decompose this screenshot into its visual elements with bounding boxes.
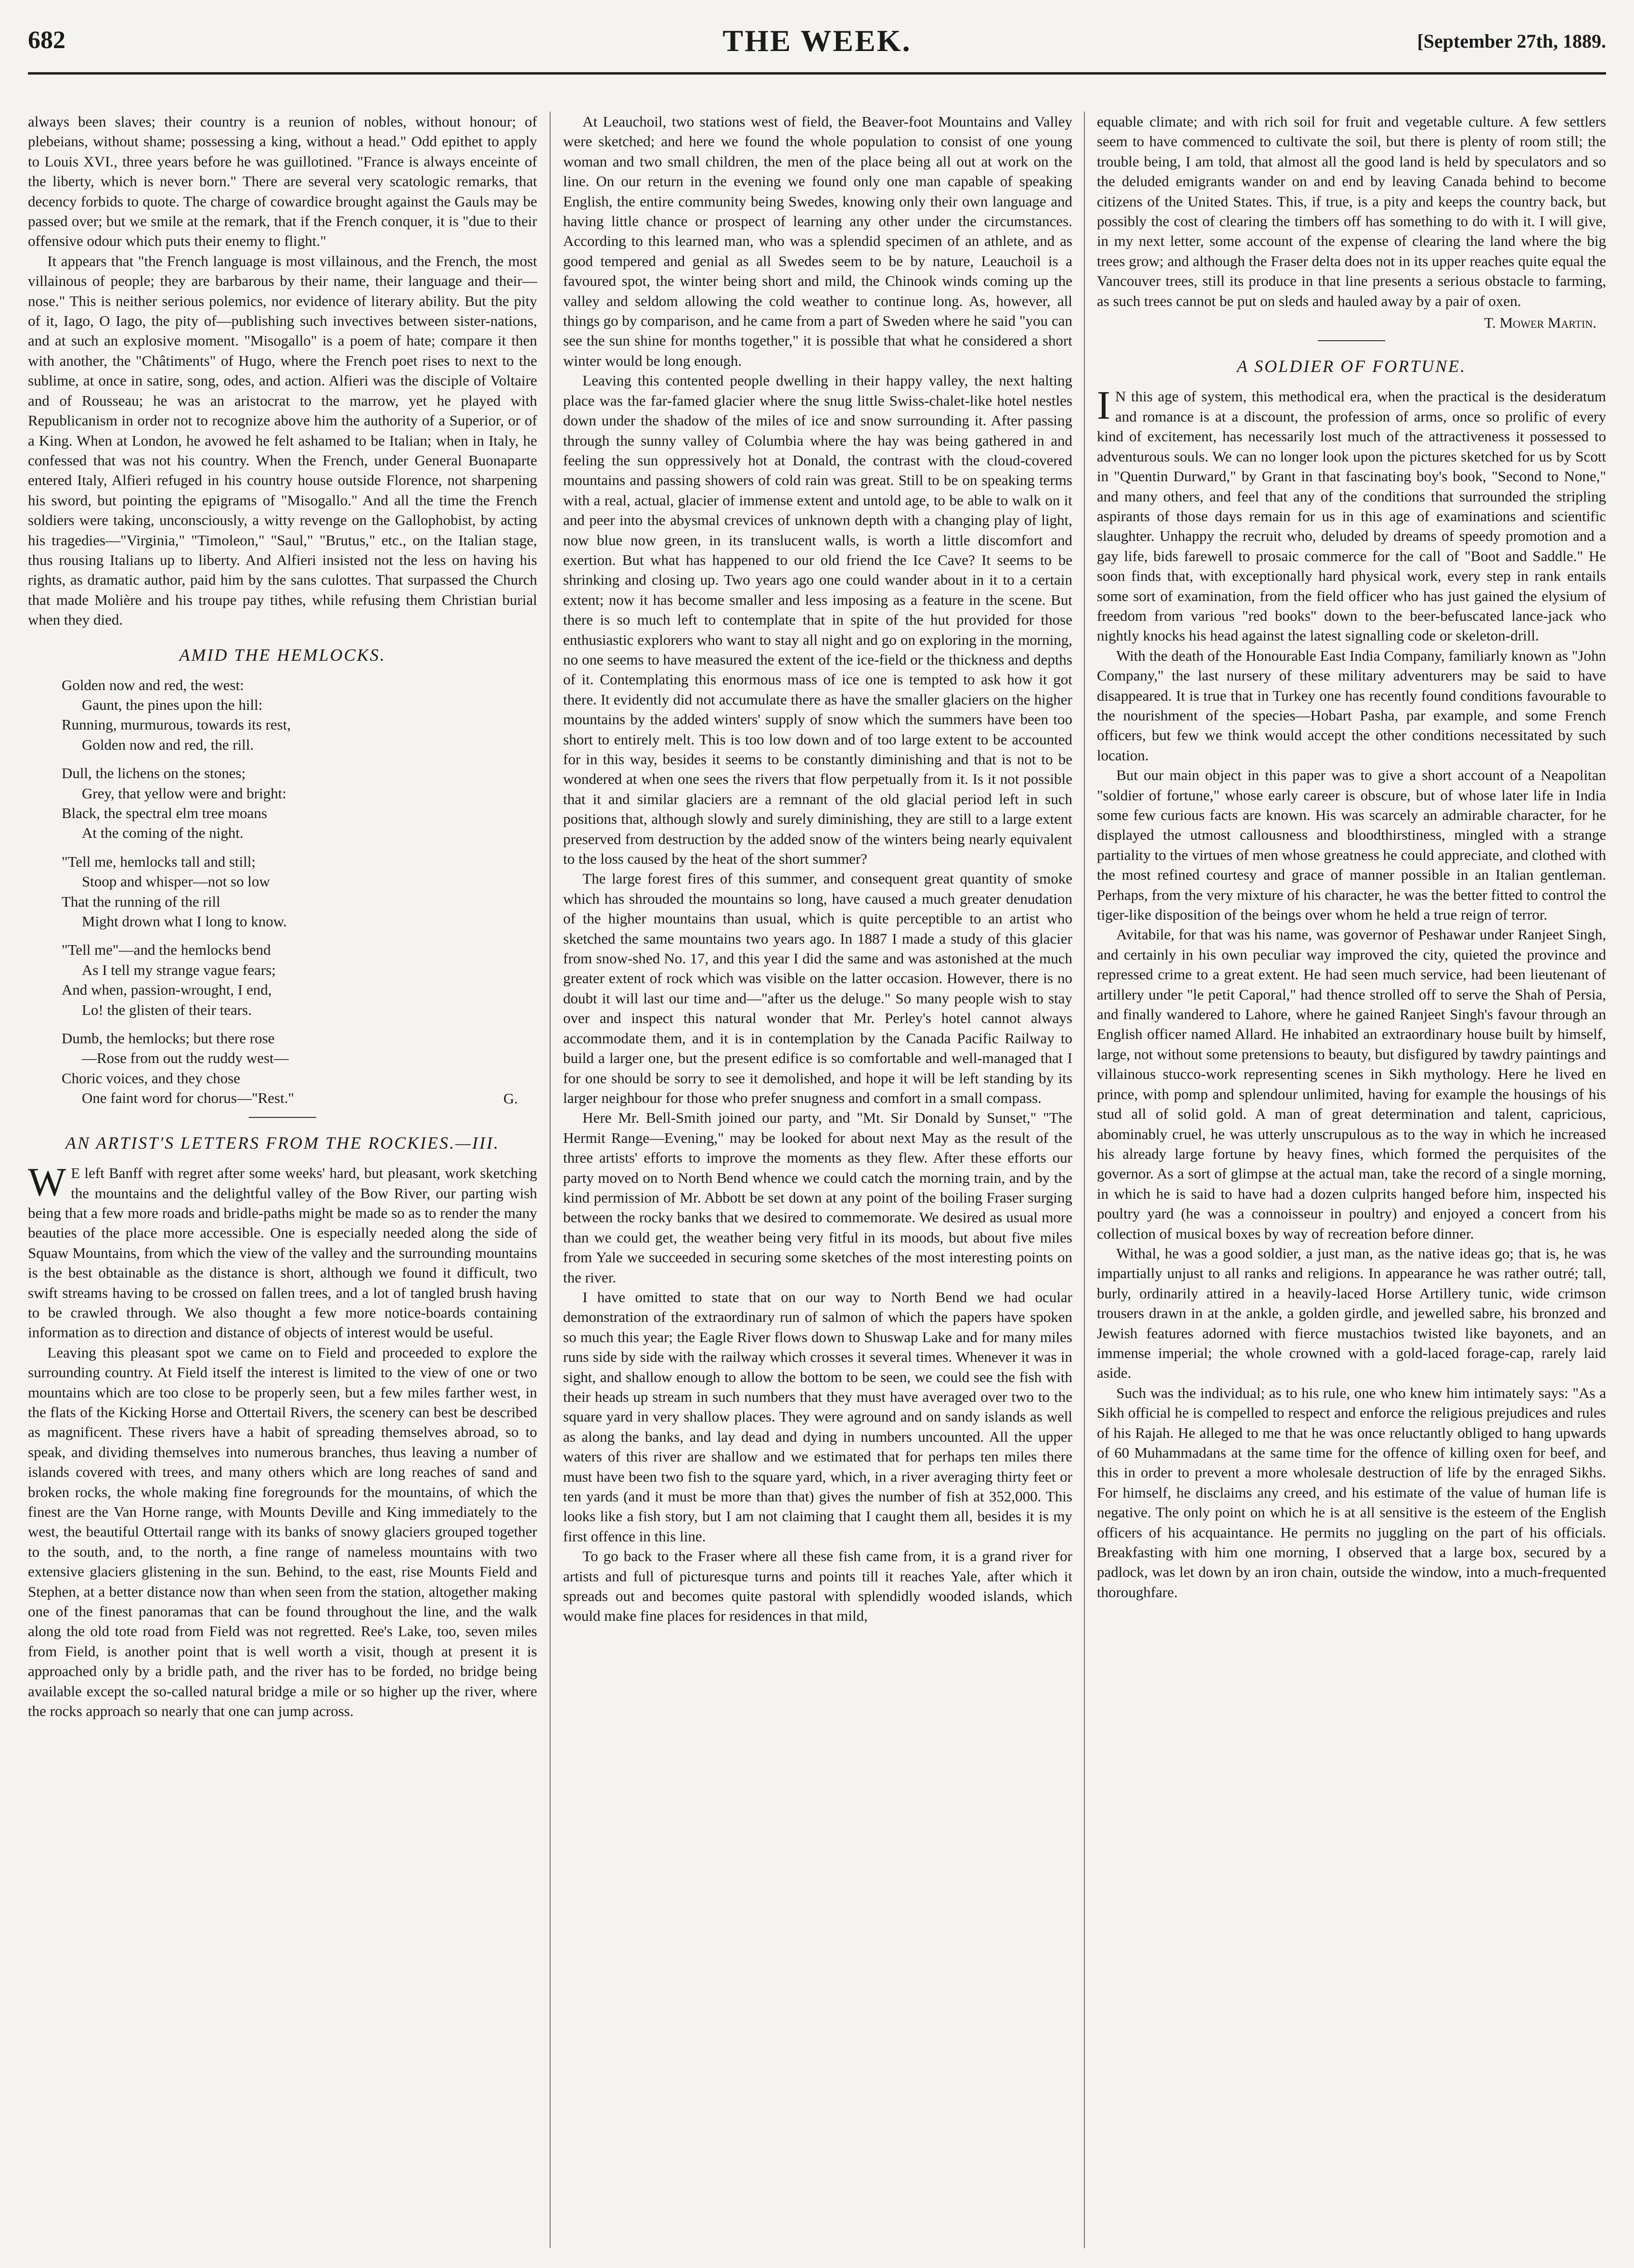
poem-line: "Tell me, hemlocks tall and still; — [62, 853, 256, 870]
poem-signature: G. — [503, 1089, 518, 1107]
poem-stanza — [62, 940, 537, 1020]
paragraph: At Leauchoil, two stations west of field, the Beaver-foot Mountains and Valley were sketched; and here we found the whole population to consist of one young woman and two small children, the men of the place being all out at work on the line. On our return in the evening we found only one man capable of speaking English, the entire community being Swedes, knowing only their own language and having little chance or prospect of learning any other under the circumstances. According to this learned man, who was a splendid specimen of an athlete, and as good tempered and genial as all Swedes seem to be by nature, Leauchoil is a favoured spot, the winter being short and mild, the Chinook winds coming up the valley and seldom allowing the cold weather to continue long. As, however, all things go by comparison, and he came from a part of Sweden where he said "you can see the sun shine for months together," it is possible that what he considered a short winter would be long enough. — [563, 113, 1072, 369]
paragraph: Leaving this contented people dwelling in their happy valley, the next halting place was the far-famed glacier where the snug little Swiss-chalet-like hotel nestles down under the shadow of the miles of ice and snow surrounding it. After passing through the sunny valley of Columbia where the hay was being gathered in and feeling the sun oppressively hot at Donald, the contrast with the cloud-covered mountains and passing showers of cold rain was great. Still to be on speaking terms with a real, actual, glacier of immense extent and untold age, to be able to walk on it and peer into the abysmal crevices of unknown depth with a changing play of light, now blue now green, in its translucent walls, is worth a little discomfort and exertion. But what has happened to our old friend the Ice Cave? It seems to be shrinking and closing up. Two years ago one could wander about in it to a certain extent; now it has become smaller and less imposing as a feature in the scene. But there is so much left to contemplate that in spite of the hut provided for those enthusiastic explorers who want to stay all night and go on exploring in the morning, no one seems to have measured the extent of the ice-field or the thickness and depths of it. Contemplating this enormous mass of ice one is tempted to ask how it got there. It evidently did not accumulate there as have the smaller glaciers on the higher mountains by the added winters' supply of snow which the summers have been too short to entirely melt. This is too low down and of too large extent to be accounted for in this way, besides it seems to be constantly diminishing and that is not to be wondered at when one sees the rivers that flow perpetually from it. Is it not possible that it and similar glaciers are a remnant of the old glacial period left in such positions that, although slowly and surely diminishing, they are still to a large extent preserved from destruction by the added snow of the winters being nearly equivalent to the loss caused by the heat of the short summer? — [563, 372, 1072, 868]
poem-line: Gaunt, the pines upon the hill: — [82, 696, 263, 713]
masthead: THE WEEK. — [722, 24, 912, 58]
column-divider — [550, 112, 551, 2248]
paragraph-text: N this age of system, this methodical era, when the practical is the desideratum and romance is at a discount, the profession of arms, once so prolific of every kind of excitement, has necessarily lost much of the attractiveness it possessed to adventurous souls. We can no longer look upon the pictures sketched for us by Scott in "Quentin Durward," by Grant in that fascinating boy's book, "Second to None," and many others, and feel that any of the conditions that surrounded the stripling aspirants of those days remain for us in this age of examinations and scientific slaughter. Unhappy the recruit who, deluded by dreams of speedy promotion and a gay life, bids farewell to prosaic commerce for the call of "Boot and Saddle." He soon finds that, with exceptionally hard physical work, every step in rank entails some sort of examination, from the field officer who has just gained the elysium of freedom from various "red books" down to the beer-befuscated lance-jack who nightly knocks his head against the latest signalling code or skeleton-drill. — [1097, 388, 1606, 644]
poem-line: —Rose from out the ruddy west— — [82, 1050, 289, 1067]
paragraph: But our main object in this paper was to give a short account of a Neapolitan "soldier of fortune," whose early career is obscure, but of whose later life in India some few curious facts are known. His was scarcely an admirable character, for he displayed the utmost callousness and bloodthirstiness, mingled with a strange partiality to the virtues of men whose greatness he could appreciate, and clothed with the most refined courtesy and grace of manner possible in an Italian gentleman. Perhaps, from the very mixture of his character, he was the better fitted to control the tiger-like disposition of the beings over whom he held a true reign of terror. — [1097, 767, 1606, 923]
paragraph: With the death of the Honourable East India Company, familiarly known as "John Company," the last nursery of these military adventurers may be said to have disappeared. It is true that in Turkey one has recently found conditions favourable to the nourishment of the species—Hobart Pasha, par example, and some French officers, but few we think would accept the other conditions necessitated by such location. — [1097, 647, 1606, 764]
poem-line: Dumb, the hemlocks; but there rose — [62, 1030, 275, 1047]
poem-title: AMID THE HEMLOCKS. — [179, 645, 386, 665]
poem-stanza — [62, 1028, 537, 1108]
section-rule — [1318, 340, 1385, 341]
column-3 — [1097, 112, 1606, 1602]
paragraph-text: E left Banff with regret after some weeks' hard, but pleasant, work sketching the mountains and the delightful valley of the Bow River, our parting wish being that a few more roads and bridle-paths might be made so as to render the many beauties of the place more accessible. One is especially needed along the side of Squaw Mountains, from which the view of the valley and the surrounding mountains is the best obtainable as the distance is short, although we found it difficult, two swift streams having to be crossed on fallen trees, and a lot of tangled brush having to be crawled through. We also thought a few more notice-boards containing information as to direction and distance of objects of interest would be useful. — [28, 1165, 537, 1341]
poem-line: That the running of the rill — [62, 893, 220, 910]
paragraph: It appears that "the French language is most villainous, and the French, the most villainous of people; they are barbarous by their name, their language and their—nose." This is neither serious polemics, nor evidence of literary ability. But the pity of it, Iago, O Iago, the pity of—publishing such invectives between sister-nations, and at such an explosive moment. "Misogallo" is a poem of hate; compare it then with another, the "Châtiments" of Hugo, where the French poet rises to next to the sublime, at once in satire, song, odes, and action. Alfieri was the disciple of Voltaire and of Rousseau; he was an aristocrat to the marrow, yet he played with Republicanism in order not to recognize above him the authority of a Superior, or of a King. When at London, he avowed he felt ashamed to be Italian; when in Italy, he confessed that was not his country. When the French, under General Buonaparte entered Italy, Alfieri refuged in his country house outside Florence, not sharpening his sword, but pointing the epigrams of "Misogallo." And all the time the French soldiers were taking, unconsciously, a witty revenge on the Gallophobist, by acting his tragedies—"Virginia," "Timoleon," "Saul," "Brutus," etc., on the Italian stage, thus rousing Italians up to liberty. And Alfieri insisted not the less on having his rights, as dramatic author, paid him by the sans culottes. That surpassed the Church that made Molière and his troupe pay tithes, while refusing them Christian burial when they died. — [28, 252, 537, 628]
paragraph: always been slaves; their country is a reunion of nobles, without honour; of plebeians, without shame; possessing a king, without a head." Odd epithet to apply to Louis XVI., three years before he was guillotined. "France is always enceinte of the liberty, which is never born." There are several very scatologic remarks, that decency forbids to quote. The charge of cowardice brought against the Gauls may be passed over; but we smile at the remark, that if the French conquer, it is "due to their offensive odour which puts their enemy to flight." — [28, 113, 537, 250]
paragraph: Withal, he was a good soldier, a just man, as the native ideas go; that is, he was impartially unjust to all ranks and religions. In appearance he was rather outré; tall, burly, ordinarily attired in a heavily-laced Horse Artillery tunic, wide crimson trousers drawn in at the ankle, a golden girdle, and jewelled sabre, his bronzed and Jewish features adorned with fierce mustachios twisted like bayonets, and an immense imperial; the whole crowned with a gold-laced forage-cap, rarely laid aside. — [1097, 1244, 1606, 1382]
column-2 — [563, 112, 1072, 1626]
byline: T. Mower Martin. — [1484, 314, 1596, 332]
paragraph: To go back to the Fraser where all these fish came from, it is a grand river for artists and full of picturesque turns and points till it reaches Yale, after which it spreads out and becomes quite pastoral with splendidly wooded islands, which would make fine places for residences in that mild, — [563, 1548, 1072, 1625]
column-divider — [1084, 112, 1085, 2248]
section-rule — [249, 1117, 316, 1118]
poem-line: Grey, that yellow were and bright: — [82, 784, 286, 802]
paragraph: I have omitted to state that on our way to North Bend we had ocular demonstration of the extraordinary run of salmon of which the papers have spoken so much this year; the Eagle River flows down to Shuswap Lake and for many miles runs side by side with the railway which crosses it several times. Whenever it was in sight, and shallow enough to allow the bottom to be seen, we could see the fish with their heads up stream in such numbers that they must have averaged over two to the square yard in very shallow places. They were aground and on sandy islands as well as along the banks, and lay dead and dying in numbers uncounted. All the upper waters of this river are shallow and we estimated that for perhaps ten miles there must have been two fish to the square yard, which, in a river averaging thirty feet or ten yards (and it must be more than that) gives the number of fish at 352,000. This looks like a fish story, but I am not claiming that I caught them all, besides it is my first offence in this line. — [563, 1288, 1072, 1545]
poem-line: Choric voices, and they chose — [62, 1069, 241, 1087]
poem-line: Black, the spectral elm tree moans — [62, 805, 267, 821]
article-title: AN ARTIST'S LETTERS FROM THE ROCKIES.—III. — [65, 1133, 500, 1153]
paragraph: Avitabile, for that was his name, was governor of Peshawar under Ranjeet Singh, and certainly in his own peculiar way improved the city, quieted the province and repressed crime to a great extent. He had seen much service, had been lieutenant of artillery under "le petit Caporal," had thence strolled off to serve the Shah of Persia, and finally wandered to Lahore, where he gained Ranjeet Singh's favour through an English officer named Allard. He inhabited an extraordinary house built by himself, large, not without some pretensions to beauty, but disfigured by tawdry paintings and villainous stucco-work representing scenes in Sikh mythology. Here he lived en prince, with pomp and splendour unlimited, having for example the housings of his stud all of solid gold. A man of great determination and talent, capricious, abominably cruel, he was utterly unscrupulous as to the way in which he increased his already large fortune by heavy fines, which formed the perquisites of the governor. As a sort of glimpse at the actual man, take the record of a single morning, in which he is said to have had a dozen culprits hanged before him, inspected his poultry yard (he was a connoisseur in poultry) and enjoyed a concert from his collection of musical boxes by way of recreation before dinner. — [1097, 926, 1606, 1242]
paragraph — [28, 1160, 537, 1343]
paragraph — [1097, 383, 1606, 645]
poem-line: "Tell me"—and the hemlocks bend — [62, 941, 271, 959]
poem-line: As I tell my strange vague fears; — [82, 961, 276, 978]
poem-line: One faint word for chorus—"Rest." — [82, 1089, 295, 1107]
poem-stanza — [62, 852, 537, 932]
column-1 — [28, 112, 537, 1721]
article-title: A SOLDIER OF FORTUNE. — [1236, 357, 1467, 376]
issue-date: [September 27th, 1889. — [1417, 30, 1606, 52]
drop-cap: I — [1097, 383, 1110, 428]
paragraph: Here Mr. Bell-Smith joined our party, and "Mt. Sir Donald by Sunset," "The Hermit Range—Evening," may be looked for about next May as the result of the three artists' efforts to improve the moments as they flew. After these efforts our party moved on to North Bend whence we could catch the morning train, and by the kind permission of Mr. Abbott be set down at any point of the boiling Fraser surging between the rocky banks that we desired to commemorate. We desired as usual more than we could get, the weather being very fitful in its moods, but about five miles from Yale we succeeded in securing some sketches of the most interesting points on the river. — [563, 1109, 1072, 1286]
paragraph: Such was the individual; as to his rule, one who knew him intimately says: "As a Sikh official he is compelled to respect and enforce the religious prejudices and rules of his Rajah. He alleged to me that he was once reluctantly obliged to hang upwards of 60 Muhammadans at the same time for the offence of killing oxen for beef, and this in order to prevent a more wholesale destruction of life by the enraged Sikhs. For himself, he disclaims any creed, and his estimate of the value of human life is negative. The only point on which he is at all sensitive is the esteem of the English officers of his acquaintance. He permits no juggling on the part of his officials. Breakfasting with him one morning, I observed that a large box, secured by a padlock, was let down by an iron chain, outside the window, into a much-frequented thoroughfare. — [1097, 1384, 1606, 1601]
paragraph: equable climate; and with rich soil for fruit and vegetable culture. A few settlers seem to have commenced to cultivate the soil, but there is plenty of room still; the trouble being, I am told, that almost all the good land is held by speculators and so the deluded emigrants wander on and end by leaving Canada behind to become citizens of the United States. This, if true, is a pity and keeps the country back, but possibly the cost of clearing the timbers off has something to do with it. I will give, in my next letter, some account of the expense of clearing the land where the big trees grow; and although the Fraser delta does not in its upper reaches quite equal the Vancouver trees, still its produce in that line presents a serious obstacle to farming, as such trees cannot be put on sleds and hauled away by a pair of oxen. — [1097, 113, 1606, 309]
poem-line: And when, passion-wrought, I end, — [62, 981, 272, 999]
drop-cap: W — [28, 1160, 66, 1205]
poem-line: Lo! the glisten of their tears. — [82, 1001, 252, 1018]
poem-line: Running, murmurous, towards its rest, — [62, 716, 291, 733]
poem-line: Stoop and whisper—not so low — [82, 873, 270, 890]
poem-line: Dull, the lichens on the stones; — [62, 765, 246, 782]
poem-stanza — [62, 763, 537, 843]
header-rule — [28, 72, 1606, 75]
poem-line: At the coming of the night. — [82, 824, 244, 842]
poem — [62, 675, 537, 1109]
paragraph: The large forest fires of this summer, and consequent great quantity of smoke which has shrouded the mountains so long, have caused a much greater denudation of the higher mountains than usual, which is quite perceptible to an artist who sketched the same mountains two years ago. In 1887 I made a study of this glacier from snow-shed No. 17, and this year I did the same and was astonished at the much greater extent of rock which was visible on the latter occasion. However, there is no doubt it will last our time and—"after us the deluge." So many people wish to stay over and inspect this natural wonder that Mr. Perley's hotel cannot always accommodate them, and it is in contemplation by the Canada Pacific Railway to build a larger one, but the present edifice is so comfortable and well-managed that I for one should be sorry to see it demolished, and hope it will be left standing by its larger neighbour for those who prefer snugness and comfort in a small compass. — [563, 870, 1072, 1106]
paragraph: Leaving this pleasant spot we came on to Field and proceeded to explore the surrounding country. At Field itself the interest is limited to the view of one or two mountains which are too close to be properly seen, but a few miles farther west, in the flats of the Kicking Horse and Ottertail Rivers, the scenery can best be described as magnificent. These rivers have a habit of spreading themselves abroad, so to speak, and dividing themselves into numerous branches, thus leaving a number of islands covered with trees, and many others which are long reaches of sand and broken rocks, the whole making fine foregrounds for the mountains, of which the finest are the Van Horne range, with Mounts Deville and King immediately to the west, the beautiful Ottertail range with its banks of snowy glaciers grouped together to the south, and, to the north, a fine range of nameless mountains with two extensive glaciers glistening in the sun. Behind, to the east, rise Mounts Field and Stephen, at a better distance now than when seen from the station, altogether making one of the finest panoramas that can be found throughout the line, and the walk along the old tote road from Field was not regretted. Ree's Lake, too, seven miles from Field, is another point that is well worth a visit, though at present it is approached only by a bridle path, and the river has to be forded, no bridge being available except the so-called natural bridge a mile or so higher up the river, where the rocks approach so nearly that one can jump across. — [28, 1344, 537, 1720]
poem-line: Golden now and red, the rill. — [82, 736, 254, 753]
page-number: 682 — [28, 26, 65, 54]
poem-stanza — [62, 675, 537, 755]
page-header — [28, 21, 1606, 65]
poem-line: Golden now and red, the west: — [62, 676, 244, 693]
poem-line: Might drown what I long to know. — [82, 913, 287, 930]
